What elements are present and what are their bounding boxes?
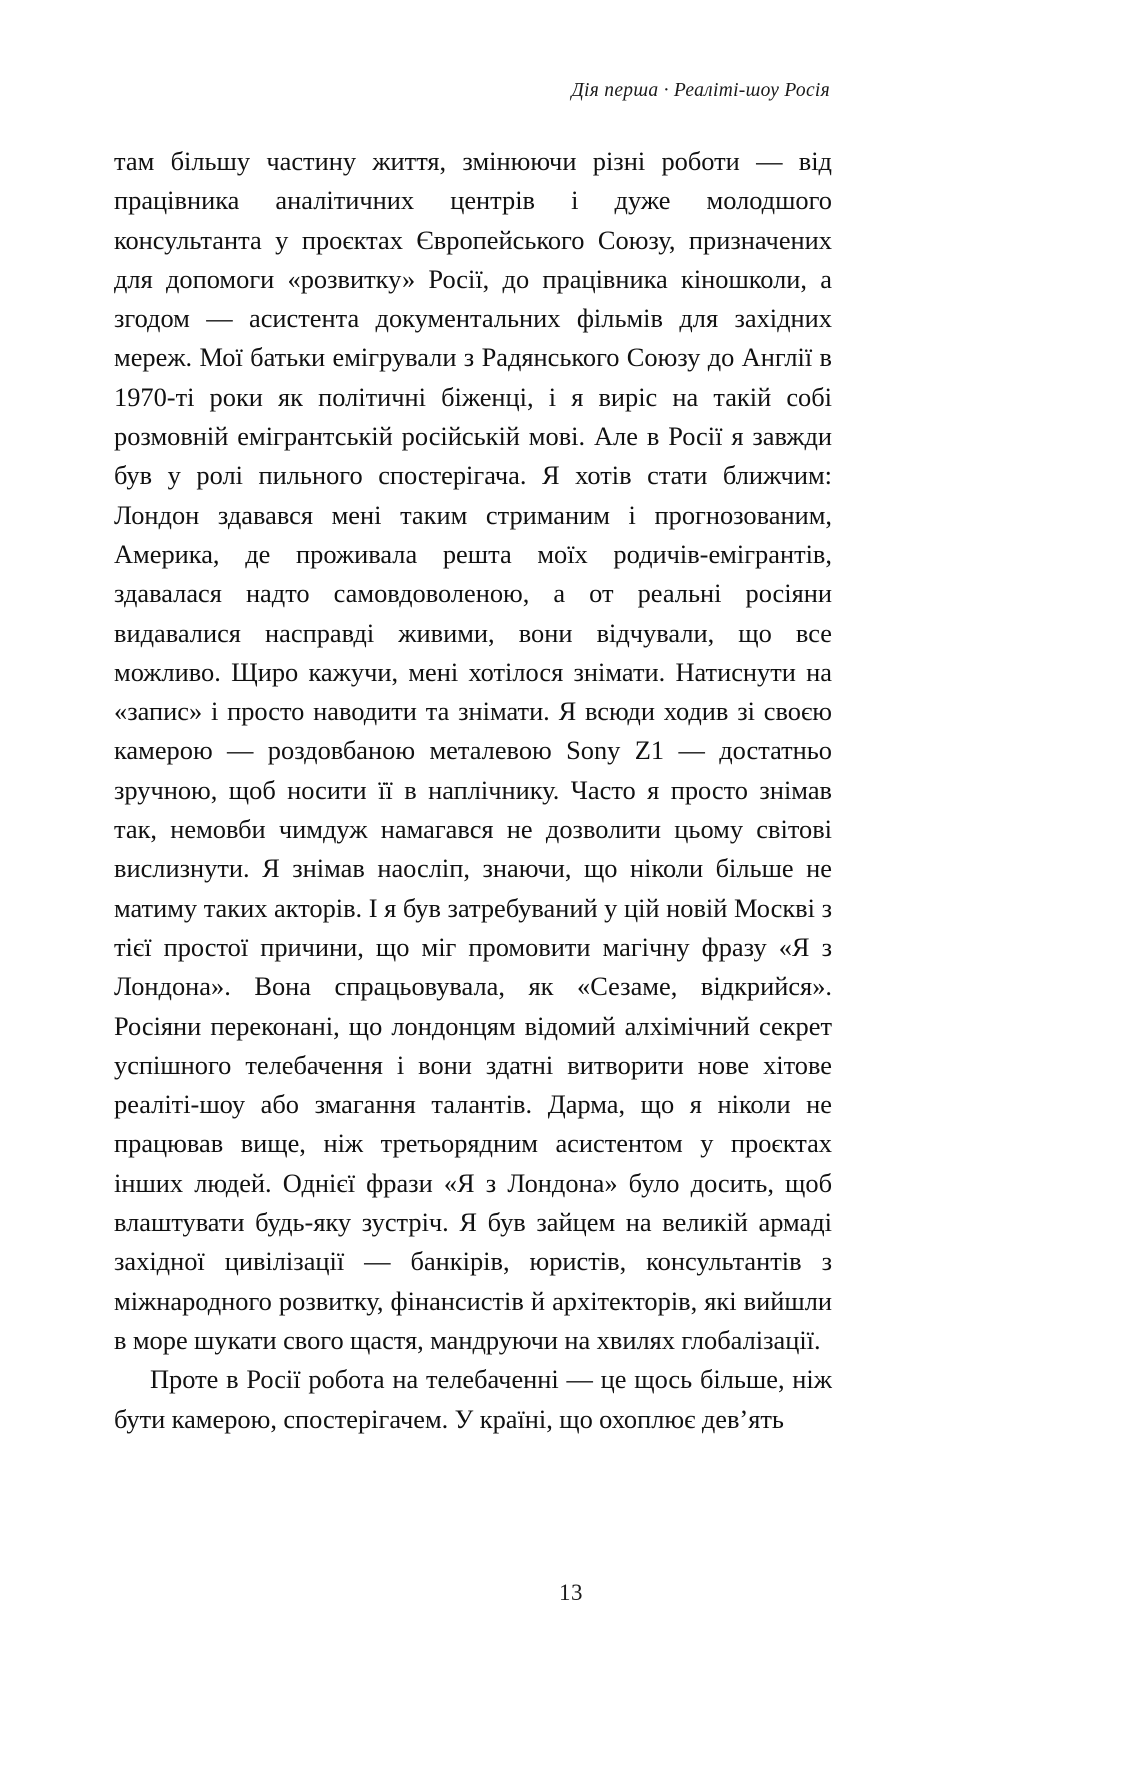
paragraph: там більшу частину життя, змінюючи різні роботи — від працівника аналітичних центрів і дуже молодшого консультанта у проєктах Європейського Союзу, призначених для допомоги «розвитку» Росії, до працівника кіношколи, а згодом — асистента документальних фільмів для західних мереж. Мої батьки емігрували з Радянського Союзу до Англії в 1970-ті роки як політичні біженці, і я виріс на такій собі розмовній емігрантській російській мові. Але в Росії я завжди був у ролі пильного спостерігача. Я хотів стати ближчим: Лондон здавався мені таким стриманим і прогнозованим, Америка, де проживала решта моїх родичів-емігрантів, здавалася надто самовдоволеною, а от реальні росіяни видавалися насправді живими, вони відчували, що все можливо. Щиро кажучи, мені хотілося знімати. Натиснути на «запис» і просто наводити та знімати. Я всюди ходив зі своєю камерою — роздовбаною металевою Sony Z1 — достатньо зручною, щоб носити її в наплічнику. Часто я просто знімав так, немовби чимдуж намагався не дозволити цьому світові вислизнути. Я знімав наосліп, знаючи, що ніколи більше не матиму таких акторів. І я був затребуваний у цій новій Москві з тієї простої причини, що міг промовити магічну фразу «Я з Лондона». Вона спрацьовувала, як «Сезаме, відкрийся». Росіяни переконані, що лондонцям відомий алхімічний секрет успішного телебачення і вони здатні витворити нове хітове реаліті-шоу або змагання талантів. Дарма, що я ніколи не працював вище, ніж третьорядним асистентом у проєктах інших людей. Однієї фрази «Я з Лондона» було досить, щоб влаштувати будь-яку зустріч. Я був зайцем на великій армаді західної цивілізації — банкірів, юристів, консультантів з міжнародного розвитку, фінансистів й архітекторів, які вийшли в море шукати свого щастя, мандруючи на хвилях глобалізації.	[114, 146, 832, 1355]
body-text-block	[114, 142, 832, 1439]
running-head: Дія перша · Реаліті-шоу Росія	[571, 80, 830, 101]
page-number: 13	[559, 1580, 583, 1605]
paragraph: Проте в Росії робота на телебаченні — це щось більше, ніж бути камерою, спостерігачем. У країні, що охоплює дев’ять	[114, 1364, 832, 1434]
